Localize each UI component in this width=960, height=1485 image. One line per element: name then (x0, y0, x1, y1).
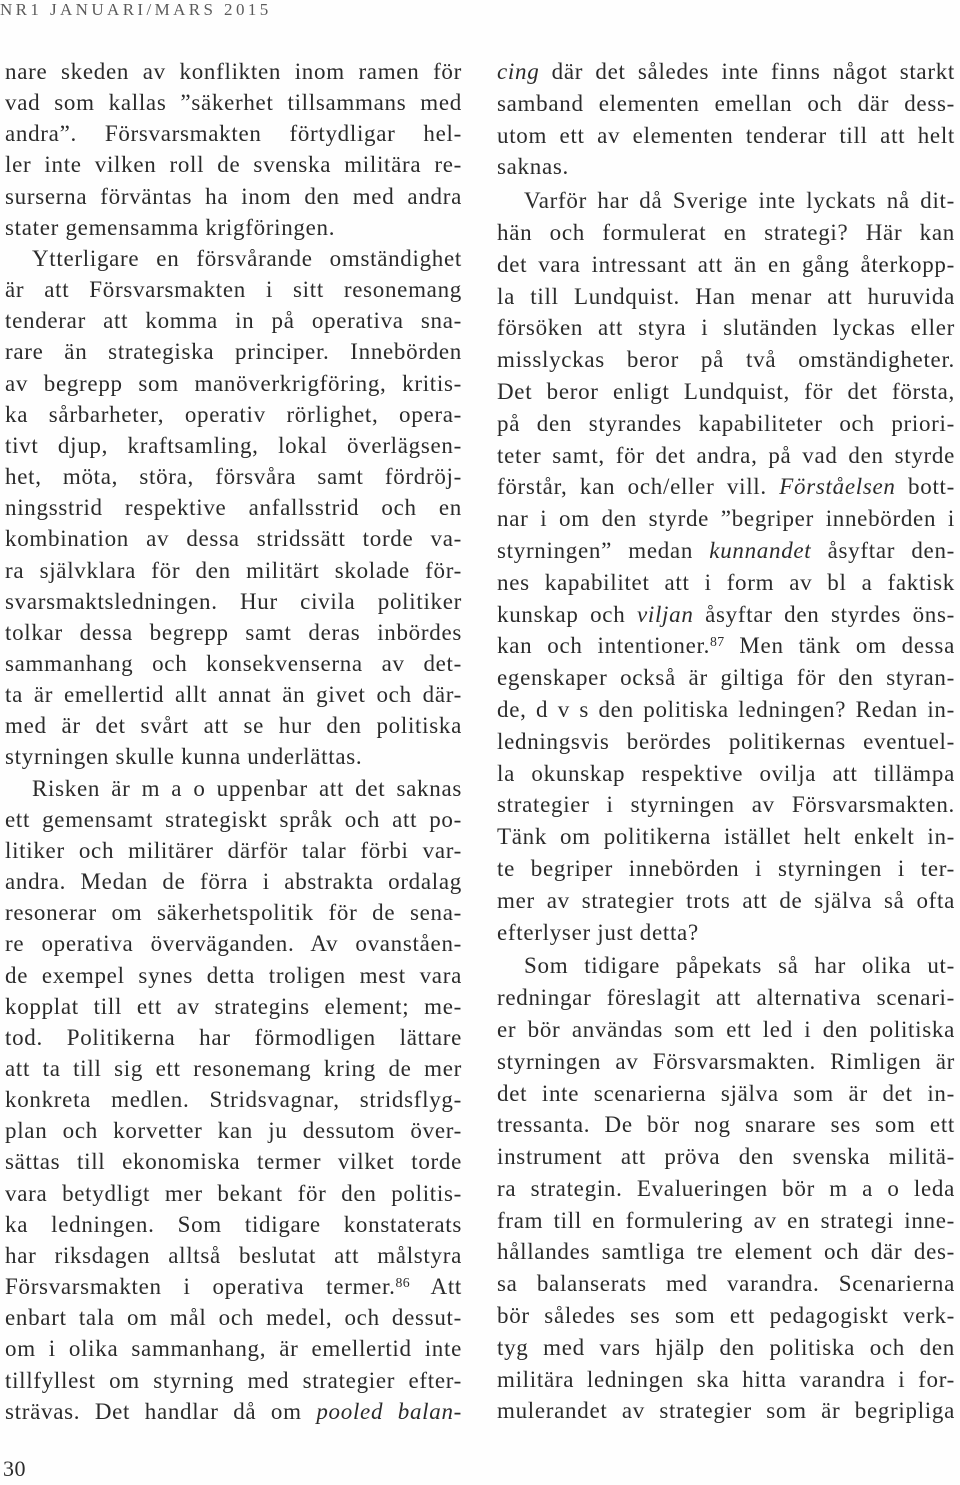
text-line: het, möta, störa, försvåra samt fördröj- (5, 464, 462, 490)
text-line: bör således ses som ett pedagogiskt verk- (497, 1303, 955, 1329)
text-line: stater gemensamma krigföringen. (5, 214, 336, 240)
text-line: strategier i styrningen av Försvarsmakten. (497, 792, 955, 818)
paragraph (5, 56, 462, 243)
paragraph (497, 950, 955, 1427)
text-line: litiker och militärer därför talar förbi var- (5, 837, 462, 863)
text-line: sammanhang och konsekvenserna av det- (5, 650, 462, 676)
text-line: ka ledningen. Som tidigare konstaterats (5, 1211, 462, 1237)
text-line: på den styrandes kapabiliteter och priori- (497, 410, 955, 436)
text-line: har riksdagen alltså beslutat att målstyra (5, 1242, 462, 1268)
text-line: instrument att pröva den svenska militä- (497, 1144, 955, 1170)
text-line: det vara intressant att än en gång återkopp- (497, 251, 955, 277)
text-line: tolkar dessa begrepp samt deras inbördes (5, 619, 462, 645)
text-line (497, 630, 955, 662)
text-run: Att (409, 1274, 462, 1300)
text-line: de, d v s den politiska ledningen? Redan in- (497, 696, 955, 722)
text-line: tenderar att komma in på operativa sna- (5, 308, 462, 334)
text-line: sa balanserats med varandra. Scenarierna (497, 1271, 955, 1297)
text-line: nar i om den styrde ”begriper innebörden i (497, 506, 955, 532)
text-line: hållandes samtliga tre element och där des- (497, 1239, 955, 1265)
text-line: konkreta medlen. Stridsvagnar, stridsflyg- (5, 1087, 462, 1113)
text-line: tressanta. De bör nog snarare ses som ett (497, 1112, 955, 1138)
paragraph (5, 773, 462, 1427)
text-line: enbart tala om mål och medel, och dessut- (5, 1305, 462, 1331)
text-run: kan och intentioner. (497, 633, 711, 659)
text-line: ra självklara för den militärt skolade för- (5, 557, 462, 583)
text-line: la okunskap respektive ovilja att tillämpa (497, 760, 955, 786)
text-line: mulerandet av strategier som är begripliga (497, 1398, 955, 1424)
text-line: sättas till ekonomiska termer vilket torde (5, 1149, 462, 1175)
text-line: samband elementen emellan och där dess- (497, 90, 955, 116)
text-line (497, 599, 955, 631)
text-run: förstår, kan och/eller vill. (497, 474, 780, 500)
text-line: styrningen av Försvarsmakten. Rimligen är (497, 1048, 955, 1074)
text-line: av begrepp som manöverkrigföring, kritis- (5, 370, 462, 396)
text-line: andra. Medan de förra i abstrakta ordalag (5, 869, 462, 895)
footnote-reference: 86 (395, 1274, 410, 1290)
text-line: tyg med vars hjälp den politiska och den (497, 1334, 955, 1360)
text-line: mer av strategier trots att de själva så ofta (497, 887, 955, 913)
text-line: ningsstrid respektive anfallsstrid och en (5, 495, 462, 521)
italic-term: pooled balan- (316, 1398, 463, 1424)
text-line: Ytterligare en försvårande omständighet (32, 245, 462, 271)
text-line: ett gemensamt strategiskt språk och att po- (5, 806, 462, 832)
text-line: misslyckas beror på två omständigheter. (497, 347, 955, 373)
text-line: att ta till sig ett resonemang kring de mer (5, 1056, 462, 1081)
text-line: kombination av dessa stridssätt torde va- (5, 526, 462, 552)
text-line (497, 471, 955, 503)
running-head: NR1 JANUARI/MARS 2015 (0, 0, 272, 19)
italic-term: Förståelsen (779, 474, 896, 500)
page-number: 30 (3, 1456, 26, 1481)
text-line: er bör användas som ett led i den politiska (497, 1016, 955, 1042)
text-line: teter samt, för det andra, på vad den styrde (497, 442, 955, 468)
text-run: bott- (895, 474, 955, 500)
text-line: Varför har då Sverige inte lyckats nå dit- (524, 188, 955, 214)
text-line: Det beror enligt Lundquist, för det första, (497, 378, 955, 404)
text-line: ledningsvis berördes politikernas eventuel- (497, 728, 955, 754)
text-line: Risken är m a o uppenbar att det saknas (32, 775, 462, 801)
left-column (5, 56, 462, 1427)
text-line: surserna förväntas ha inom den med andra (5, 183, 462, 209)
text-line: är att Försvarsmakten i sitt resonemang (5, 277, 462, 303)
text-line: det inte scenarierna själva som är det in- (497, 1080, 955, 1106)
italic-term: viljan (636, 601, 694, 627)
text-line: utom ett av elementen tenderar till att helt (497, 122, 955, 148)
text-line: kopplat till ett av strategins element; me- (5, 993, 462, 1019)
text-line: styrningen skulle kunna underlättas. (5, 744, 363, 770)
text-line: andra”. Försvarsmakten förtydligar hel- (5, 121, 462, 147)
text-line: vara betydligt mer bekant för den politis- (5, 1180, 462, 1206)
text-line: redningar föreslagit att alternativa scenari- (497, 985, 955, 1011)
text-line: ler inte vilken roll de svenska militära re- (5, 152, 462, 178)
text-line: te begriper innebörden i styrningen i ter- (497, 855, 955, 881)
text-line: plan och korvetter kan ju dessutom över- (5, 1118, 462, 1144)
text-line: nare skeden av konflikten inom ramen för (5, 59, 462, 84)
text-line: saknas. (497, 154, 569, 180)
text-line: svarsmaktsledningen. Hur civila politiker (5, 588, 462, 614)
text-line: ka sårbarheter, operativ rörlighet, opera- (5, 401, 462, 427)
text-line (5, 1396, 462, 1427)
text-line: tillfyllest om styrning med strategier efter- (5, 1367, 462, 1393)
text-line: ta är emellertid allt annat än givet och där- (5, 682, 462, 708)
text-line: med är det svårt att se hur den politiska (5, 713, 462, 739)
text-run: styrningen” medan (497, 537, 710, 563)
text-line: försöken att styra i slutänden lyckas eller (497, 315, 955, 341)
text-line (5, 1271, 462, 1302)
text-line: fram till en formulering av en strategi inne- (497, 1207, 955, 1233)
text-line: om i olika sammanhang, är emellertid inte (5, 1336, 462, 1362)
text-line: Tänk om politikerna istället helt enkelt in- (497, 824, 955, 850)
text-line: militära ledningen ska hitta varandra i for- (497, 1366, 955, 1392)
text-run: kunskap och (497, 601, 637, 627)
text-run: Försvarsmakten i operativa termer. (5, 1274, 396, 1300)
text-line: vad som kallas ”säkerhet tillsammans med (5, 90, 462, 116)
text-line: efterlyser just detta? (497, 919, 699, 945)
text-run: åsyftar den- (811, 537, 955, 563)
text-line: re operativa överväganden. Av ovanståen- (5, 931, 462, 957)
text-line: la till Lundquist. Han menar att huruvida (497, 283, 955, 309)
text-line: tivt djup, kraftsamling, lokal överlägsen- (5, 432, 462, 458)
text-line: nes kapabilitet att i form av bl a faktisk (497, 569, 955, 595)
italic-term: cing (497, 59, 540, 84)
text-line: resonerar om säkerhetspolitik för de sena- (5, 900, 462, 926)
footnote-reference: 87 (710, 633, 725, 649)
text-run: åsyftar den styrdes öns- (693, 601, 955, 627)
text-run: där det således inte finns något starkt (539, 59, 955, 84)
right-column (497, 56, 955, 1427)
paragraph (497, 56, 955, 183)
italic-term: kunnandet (709, 537, 812, 563)
paragraph (5, 243, 462, 773)
text-run: strävas. Det handlar då om (5, 1398, 317, 1424)
paragraph (497, 185, 955, 948)
text-line: de exempel synes detta troligen mest vara (5, 962, 462, 988)
text-line: hän och formulerat en strategi? Här kan (497, 219, 955, 245)
text-line: rare än strategiska principer. Innebörden (5, 339, 462, 365)
text-line: tod. Politikerna har förmodligen lättare (5, 1024, 462, 1050)
text-run: Men tänk om dessa (724, 633, 955, 659)
text-line (497, 56, 955, 88)
text-line: ra strategin. Evalueringen bör m a o leda (497, 1175, 955, 1201)
text-line (497, 535, 955, 567)
text-line: egenskaper också är giltiga för den styran- (497, 665, 955, 691)
text-line: Som tidigare påpekats så har olika ut- (524, 953, 955, 979)
